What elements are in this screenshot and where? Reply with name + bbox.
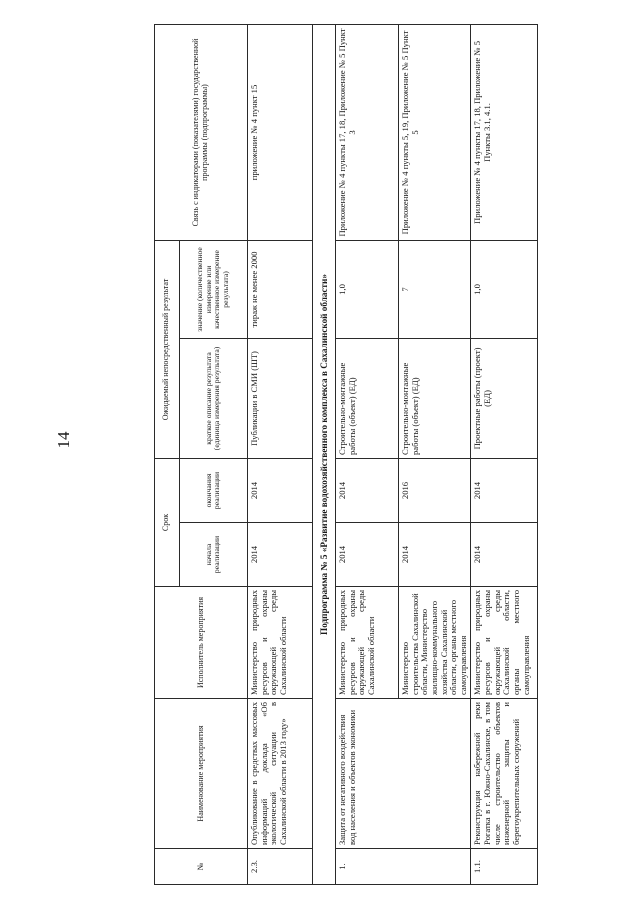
indicator-link: приложение № 4 пункт 15: [248, 24, 313, 240]
subprogram-title: Подпрограмма № 5 «Развитие водохозяйственного комплекса в Сахалинской области»: [313, 24, 336, 884]
header-link: Связь с индикаторами (показателями) государственной программы (подпрограммы): [155, 24, 248, 240]
row-number: 2.3.: [248, 849, 313, 885]
header-no: №: [155, 849, 248, 885]
measure-name: Реконструкция набережной реки Рогатка в г. Южно-Сахалинске, в том числе строительство объектов инженерной защиты и берегоукрепительных сооружений: [471, 699, 538, 849]
indicator-link: Приложение № 4 пункты 17, 18, Приложение № 5 Пункты 3.1, 4.1.: [471, 24, 538, 240]
header-term: Срок: [155, 458, 180, 586]
rotated-table-container: [154, 25, 531, 885]
result-description: Строительно-монтажные работы (объект) (ЕД): [336, 338, 399, 458]
measure-start: 2014: [336, 523, 399, 587]
row-number: 1.1.: [471, 849, 538, 885]
measure-start: 2014: [399, 523, 471, 587]
measure-name: Опубликование в средствах массовых информаций доклада «Об экологической ситуации в Сахалинской области в 2013 году»: [248, 699, 313, 849]
measure-executor: Министерство строительства Сахалинской области, Министерство жилищно-коммунального хозяйства Сахалинской области, органы местного самоуправления: [399, 587, 471, 699]
result-value: 1,0: [336, 240, 399, 338]
result-description: Проектные работы (проект) (ЕД): [471, 338, 538, 458]
result-description: Публикации в СМИ (ШТ): [248, 338, 313, 458]
header-row-1: [155, 24, 180, 884]
measures-table: [154, 24, 538, 885]
result-description: Строительно-монтажные работы (объект) (ЕД): [399, 338, 471, 458]
measure-end: 2014: [248, 458, 313, 522]
measure-name: Защита от негативного воздействия вод населения и объектов экономики: [336, 699, 471, 849]
measure-start: 2014: [248, 523, 313, 587]
row-number: 1.: [336, 849, 471, 885]
header-name: Наименование мероприятия: [155, 699, 248, 849]
result-value: 1,0: [471, 240, 538, 338]
header-result: Ожидаемый непосредственный результат: [155, 240, 180, 458]
header-end: окончания реализации: [179, 458, 248, 522]
measure-end: 2014: [336, 458, 399, 522]
table-row: [248, 24, 313, 884]
subprogram-row: [313, 24, 336, 884]
measure-executor: Министерство природных ресурсов и охраны окружающей среды Сахалинской области, органы местного самоуправления: [471, 587, 538, 699]
table-row: [336, 24, 399, 884]
indicator-link: Приложение № 4 пункты 5, 19, Приложение № 5 Пункт 5: [399, 24, 471, 240]
header-result-value: значение (количественное измерение или качественное измерение результата): [179, 240, 248, 338]
measure-start: 2014: [471, 523, 538, 587]
header-executor: Исполнитель мероприятия: [155, 587, 248, 699]
header-result-desc: краткое описание результата (единица измерения результата): [179, 338, 248, 458]
page-number: 14: [54, 431, 73, 449]
measure-end: 2014: [471, 458, 538, 522]
indicator-link: Приложение № 4 пункты 17, 18, Приложение № 5 Пункт 3: [336, 24, 399, 240]
measure-end: 2016: [399, 458, 471, 522]
result-value: 7: [399, 240, 471, 338]
result-value: тираж не менее 2000: [248, 240, 313, 338]
table-row: [471, 24, 538, 884]
header-start: начала реализации: [179, 523, 248, 587]
measure-executor: Министерство природных ресурсов и охраны окружающей среды Сахалинской области: [336, 587, 399, 699]
measure-executor: Министерство природных ресурсов и охраны окружающей среды Сахалинской области: [248, 587, 313, 699]
